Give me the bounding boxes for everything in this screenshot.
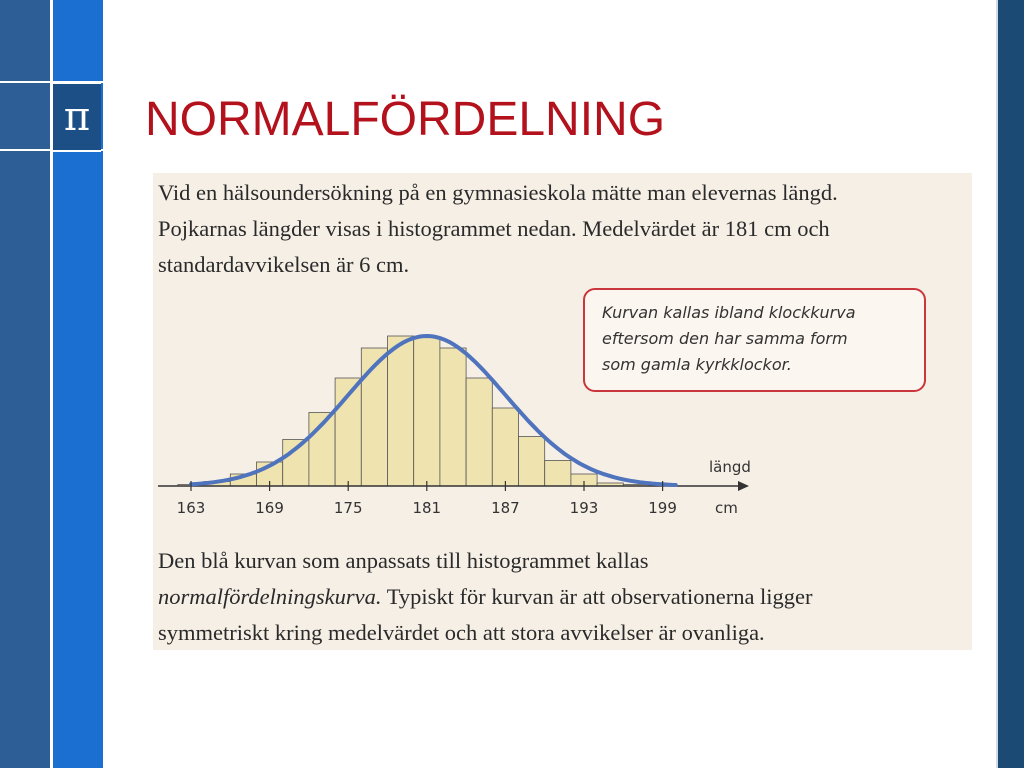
outro-line-rest: Typiskt för kurvan är att observationerna ligger — [381, 584, 813, 609]
callout-line: eftersom den har samma form — [602, 329, 848, 348]
x-axis-arrow — [738, 481, 749, 491]
histogram-bar — [519, 437, 545, 487]
x-tick-label: 193 — [569, 499, 599, 517]
x-axis-label: längd — [709, 458, 751, 476]
callout-line: Kurvan kallas ibland klockkurva — [602, 303, 856, 322]
histogram-bar — [440, 348, 466, 486]
textbook-excerpt — [153, 173, 972, 650]
right-accent-bar — [998, 0, 1024, 768]
slide-title: NORMALFÖRDELNING — [145, 93, 666, 146]
histogram-bar — [492, 408, 518, 486]
outro-line — [158, 579, 968, 615]
x-tick-label: 187 — [491, 499, 520, 517]
outro-line: Den blå kurvan som anpassats till histogrammet kallas — [158, 548, 649, 573]
intro-line: Vid en hälsoundersökning på en gymnasieskola mätte man elevernas längd. — [158, 180, 838, 205]
x-tick-label: 169 — [255, 499, 284, 517]
outro-line: symmetriskt kring medelvärdet och att stora avvikelser är ovanliga. — [158, 620, 765, 645]
histogram-bar — [545, 461, 571, 487]
x-tick-label: 163 — [176, 499, 206, 517]
x-tick-label: 199 — [648, 499, 677, 517]
x-unit-label: cm — [715, 499, 738, 517]
outro-paragraph — [158, 543, 968, 651]
callout-line: som gamla kyrkklockor. — [602, 355, 792, 374]
histogram-bar — [466, 378, 492, 486]
pi-icon: π — [53, 82, 101, 152]
intro-line: standardavvikelsen är 6 cm. — [158, 252, 410, 277]
x-tick-label: 181 — [412, 499, 442, 517]
histogram-bar — [388, 336, 414, 486]
histogram-bar — [414, 338, 440, 487]
sidebar-dark-strip — [0, 0, 50, 768]
term-normal-curve: normalfördelningskurva. — [158, 584, 382, 609]
intro-line: Pojkarnas längder visas i histogrammet nedan. Medelvärdet är 181 cm och — [158, 216, 830, 241]
x-tick-label: 175 — [333, 499, 363, 517]
callout-box — [583, 288, 926, 392]
